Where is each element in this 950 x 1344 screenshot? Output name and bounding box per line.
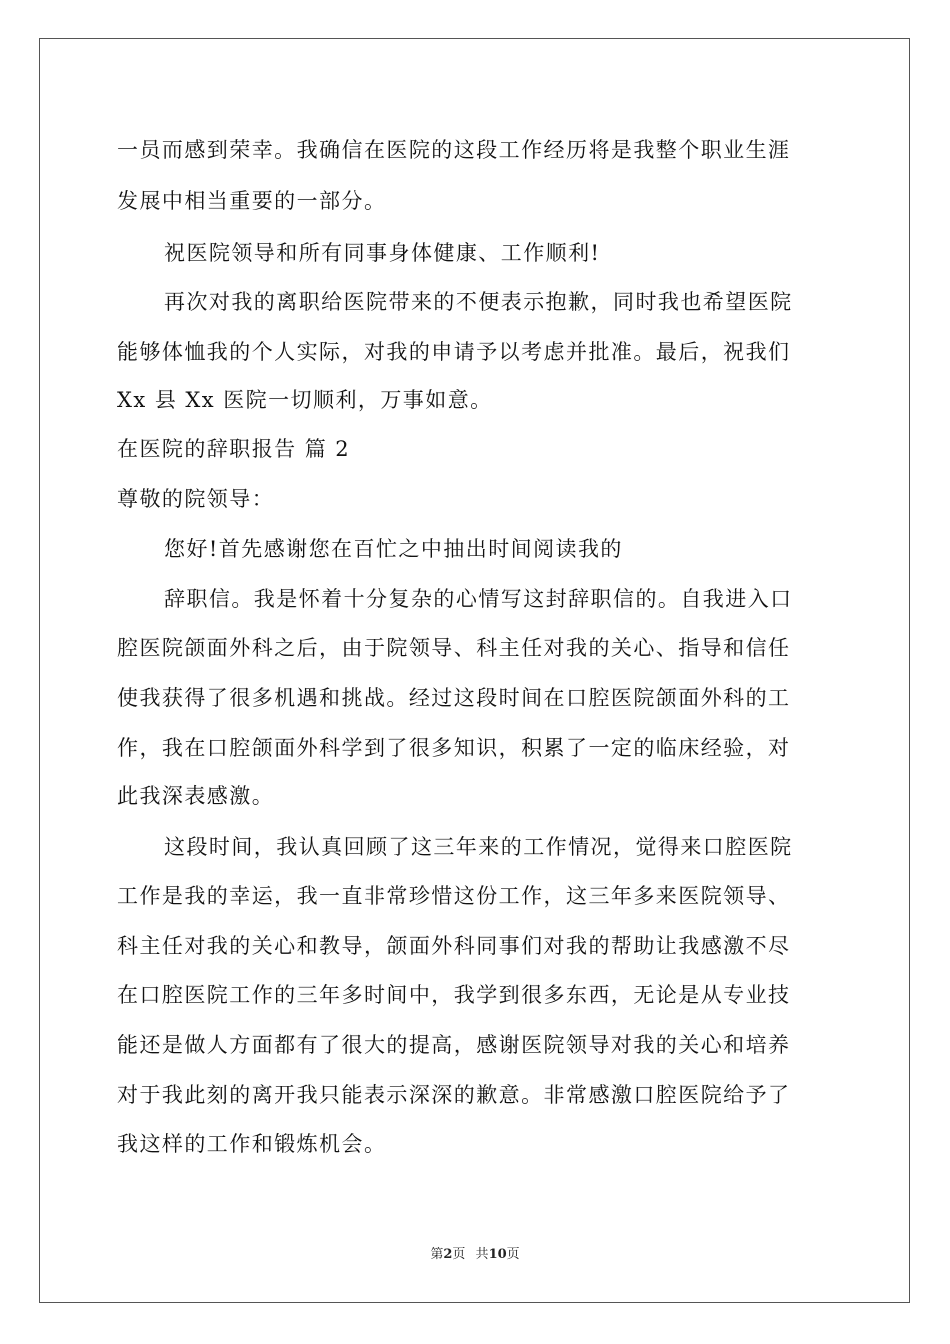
text-line: 在口腔医院工作的三年多时间中，我学到很多东西，无论是从专业技: [117, 983, 791, 1007]
text-line: 腔医院颌面外科之后，由于院领导、科主任对我的关心、指导和信任: [117, 636, 791, 660]
text-line: 再次对我的离职给医院带来的不便表示抱歉，同时我也希望医院: [164, 290, 793, 314]
text-line: 我这样的工作和锻炼机会。: [117, 1132, 387, 1156]
text-line: 能够体恤我的个人实际，对我的申请予以考虑并批准。最后，祝我们: [117, 340, 791, 364]
text-line: 科主任对我的关心和教导，颌面外科同事们对我的帮助让我感激不尽: [117, 934, 791, 958]
page-footer: [0, 1246, 950, 1264]
text-line: 祝医院领导和所有同事身体健康、工作顺利!: [164, 241, 601, 265]
text-line: 工作是我的幸运，我一直非常珍惜这份工作，这三年多来医院领导、: [117, 884, 791, 908]
text-line: 辞职信。我是怀着十分复杂的心情写这封辞职信的。自我进入口: [164, 587, 793, 611]
text-line: 能还是做人方面都有了很大的提高，感谢医院领导对我的关心和培养: [117, 1033, 791, 1057]
text-line: 一员而感到荣幸。我确信在医院的这段工作经历将是我整个职业生涯: [117, 138, 791, 162]
text-line: 此我深表感激。: [117, 784, 275, 808]
text-line: 作，我在口腔颌面外科学到了很多知识，积累了一定的临床经验，对: [117, 736, 791, 760]
text-line: 您好!首先感谢您在百忙之中抽出时间阅读我的: [164, 537, 623, 561]
text-line: Xx 县 Xx 医院一切顺利，万事如意。: [117, 388, 493, 412]
page-border: [39, 38, 910, 1303]
text-line: 对于我此刻的离开我只能表示深深的歉意。非常感激口腔医院给予了: [117, 1083, 791, 1107]
text-line: 发展中相当重要的一部分。: [117, 189, 387, 213]
total-pages-indicator: 共10页: [475, 1247, 520, 1262]
text-line: 使我获得了很多机遇和挑战。经过这段时间在口腔医院颌面外科的工: [117, 686, 791, 710]
text-line: 这段时间，我认真回顾了这三年来的工作情况，觉得来口腔医院: [164, 835, 793, 859]
section-heading: 在医院的辞职报告 篇 2: [117, 437, 351, 461]
salutation: 尊敬的院领导：: [117, 487, 275, 511]
total-pages: 10: [488, 1247, 507, 1262]
page-indicator: 第2页: [430, 1247, 466, 1262]
page-number: 2: [443, 1247, 453, 1262]
